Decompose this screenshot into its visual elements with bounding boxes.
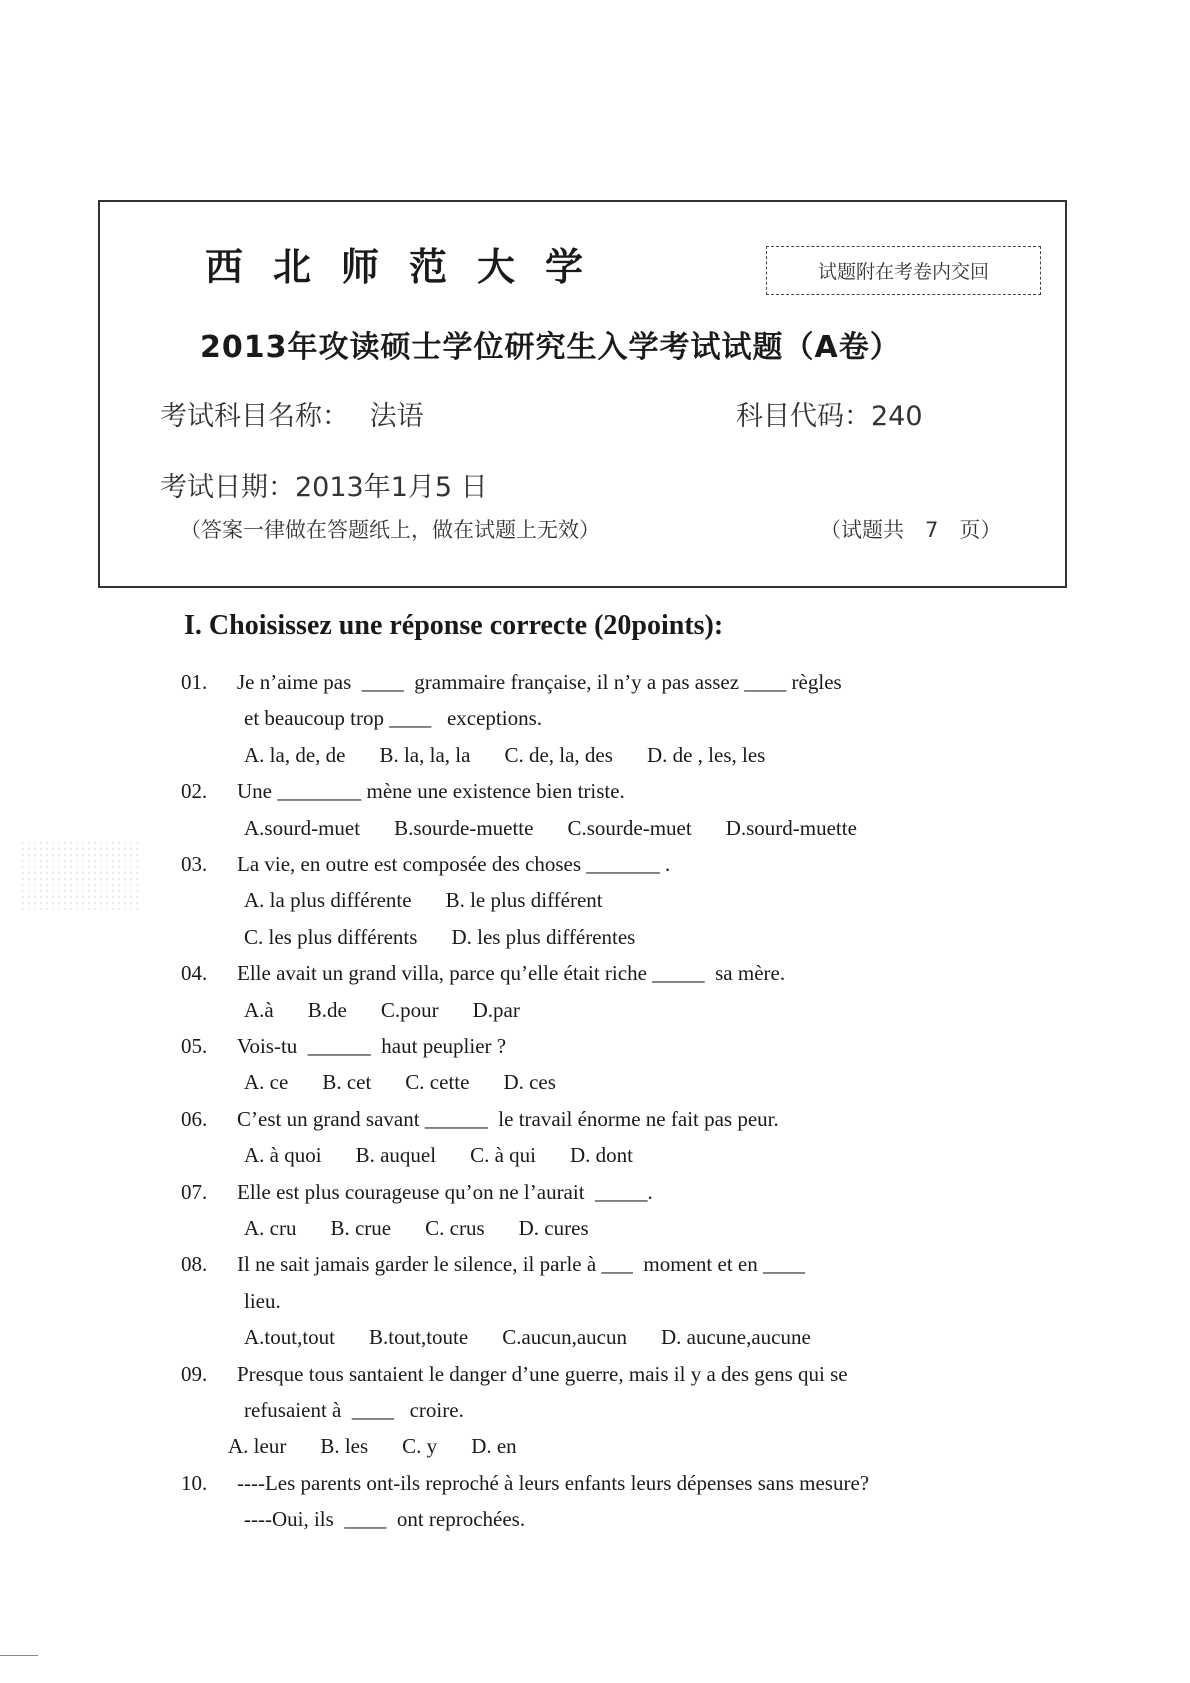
- answer-option: A.tout,tout: [244, 1325, 336, 1350]
- answer-option: B.tout,toute: [369, 1325, 469, 1350]
- date-row: [160, 465, 488, 504]
- question-text: Presque tous santaient le danger d’une guerre, mais il y a des gens qui se: [237, 1361, 848, 1386]
- return-note-box: [766, 246, 1041, 295]
- code-row: [736, 394, 923, 433]
- scan-noise: [20, 840, 140, 910]
- question-number: 06.: [181, 1106, 208, 1131]
- answer-options: [244, 888, 637, 913]
- answer-option: B. crue: [330, 1216, 392, 1240]
- question-text: refusaient à ____ croire.: [244, 1398, 464, 1422]
- answer-option: A. ce: [244, 1070, 289, 1095]
- answer-options: [244, 816, 891, 841]
- pages-note: （试题共 7 页）: [820, 518, 1002, 542]
- answer-option: A.à: [244, 997, 274, 1022]
- answer-option: B. le plus différent: [445, 888, 603, 913]
- question-text: Je n’aime pas ____ grammaire française, il n’y a pas assez ____ règles: [237, 670, 842, 694]
- answer-note: （答案一律做在答题纸上，做在试题上无效）: [180, 518, 600, 542]
- question-text: Elle avait un grand villa, parce qu’elle était riche _____ sa mère.: [237, 961, 786, 986]
- question-number: 04.: [181, 961, 208, 986]
- question-text: Une ________ mène une existence bien triste.: [237, 779, 625, 804]
- answer-option: A. leur: [228, 1434, 287, 1459]
- answer-option: C. de, la, des: [504, 742, 613, 767]
- answer-option: D. aucune,aucune: [660, 1325, 811, 1350]
- subject-label: 考试科目名称：: [160, 401, 349, 432]
- question-text: et beaucoup trop ____ exceptions.: [244, 706, 542, 731]
- question-number: 03.: [181, 852, 208, 876]
- exam-title: 2013年攻读硕士学位研究生入学考试试题（A卷）: [200, 330, 901, 365]
- answer-option: C. cette: [405, 1070, 470, 1095]
- question-text: C’est un grand savant ______ le travail énorme ne fait pas peur.: [237, 1106, 779, 1131]
- answer-option: D. en: [471, 1434, 517, 1459]
- answer-option: D. de , les, les: [646, 742, 766, 767]
- question-text: Elle est plus courageuse qu’on ne l’aurait _____.: [237, 1179, 653, 1204]
- question-number: 01.: [181, 670, 208, 694]
- university-name: 西北师范大学: [205, 245, 614, 289]
- answer-option: A. la plus différente: [244, 888, 412, 913]
- answer-option: C. à qui: [470, 1143, 536, 1168]
- question-text: ----Oui, ils ____ ont reprochées.: [244, 1507, 526, 1532]
- answer-option: C. y: [402, 1434, 438, 1459]
- answer-options: [244, 1143, 667, 1168]
- question-number: 08.: [181, 1252, 208, 1277]
- answer-option: B. les: [320, 1434, 369, 1459]
- answer-option: D.par: [472, 997, 520, 1022]
- answer-options: [244, 925, 669, 950]
- answer-option: C. les plus différents: [244, 924, 418, 949]
- answer-options: [228, 1434, 551, 1459]
- answer-option: A. à quoi: [244, 1143, 322, 1168]
- subject-row: [160, 394, 424, 433]
- answer-option: C.sourde-muet: [567, 815, 692, 840]
- date-label: 考试日期：: [160, 472, 295, 503]
- date-value: 2013年1月5 日: [295, 472, 488, 503]
- code-value: 240: [871, 401, 923, 432]
- question-number: 05.: [181, 1034, 208, 1058]
- question-number: 02.: [181, 779, 208, 804]
- question-text: La vie, en outre est composée des choses _______ .: [237, 852, 671, 876]
- answer-options: [244, 1070, 590, 1095]
- question-text: lieu.: [244, 1288, 281, 1313]
- answer-option: B. la, la, la: [379, 742, 471, 767]
- question-text: Vois-tu ______ haut peuplier ?: [237, 1034, 507, 1058]
- answer-options: [244, 743, 799, 768]
- answer-option: B. auquel: [355, 1143, 437, 1168]
- scan-mark: [0, 1655, 38, 1656]
- answer-option: B. cet: [322, 1070, 372, 1095]
- question-text: Il ne sait jamais garder le silence, il parle à ___ moment et en ____: [237, 1252, 805, 1277]
- answer-option: C.pour: [380, 997, 439, 1022]
- code-label: 科目代码：: [736, 401, 871, 432]
- answer-option: B.sourde-muette: [394, 815, 534, 840]
- answer-option: D. ces: [503, 1070, 556, 1095]
- subject-value: 法语: [369, 401, 424, 432]
- answer-option: D. dont: [569, 1143, 633, 1168]
- answer-option: A.sourd-muet: [244, 815, 361, 840]
- answer-options: [244, 1325, 845, 1350]
- section-title: I. Choisissez une réponse correcte (20points):: [184, 610, 724, 641]
- question-text: ----Les parents ont-ils reproché à leurs enfants leurs dépenses sans mesure?: [237, 1470, 870, 1495]
- answer-option: A. la, de, de: [244, 742, 346, 767]
- answer-option: A. cru: [244, 1216, 297, 1240]
- answer-option: B.de: [307, 997, 347, 1022]
- answer-option: C. crus: [425, 1216, 485, 1240]
- answer-option: D. cures: [518, 1216, 589, 1240]
- question-number: 10.: [181, 1470, 208, 1495]
- return-note: 试题附在考卷内交回: [817, 261, 989, 283]
- answer-options: [244, 998, 554, 1023]
- question-number: 07.: [181, 1179, 208, 1204]
- answer-options: [244, 1216, 623, 1241]
- answer-option: C.aucun,aucun: [502, 1325, 627, 1350]
- question-number: 09.: [181, 1361, 208, 1386]
- answer-option: D. les plus différentes: [451, 924, 636, 949]
- answer-option: D.sourd-muette: [725, 815, 857, 840]
